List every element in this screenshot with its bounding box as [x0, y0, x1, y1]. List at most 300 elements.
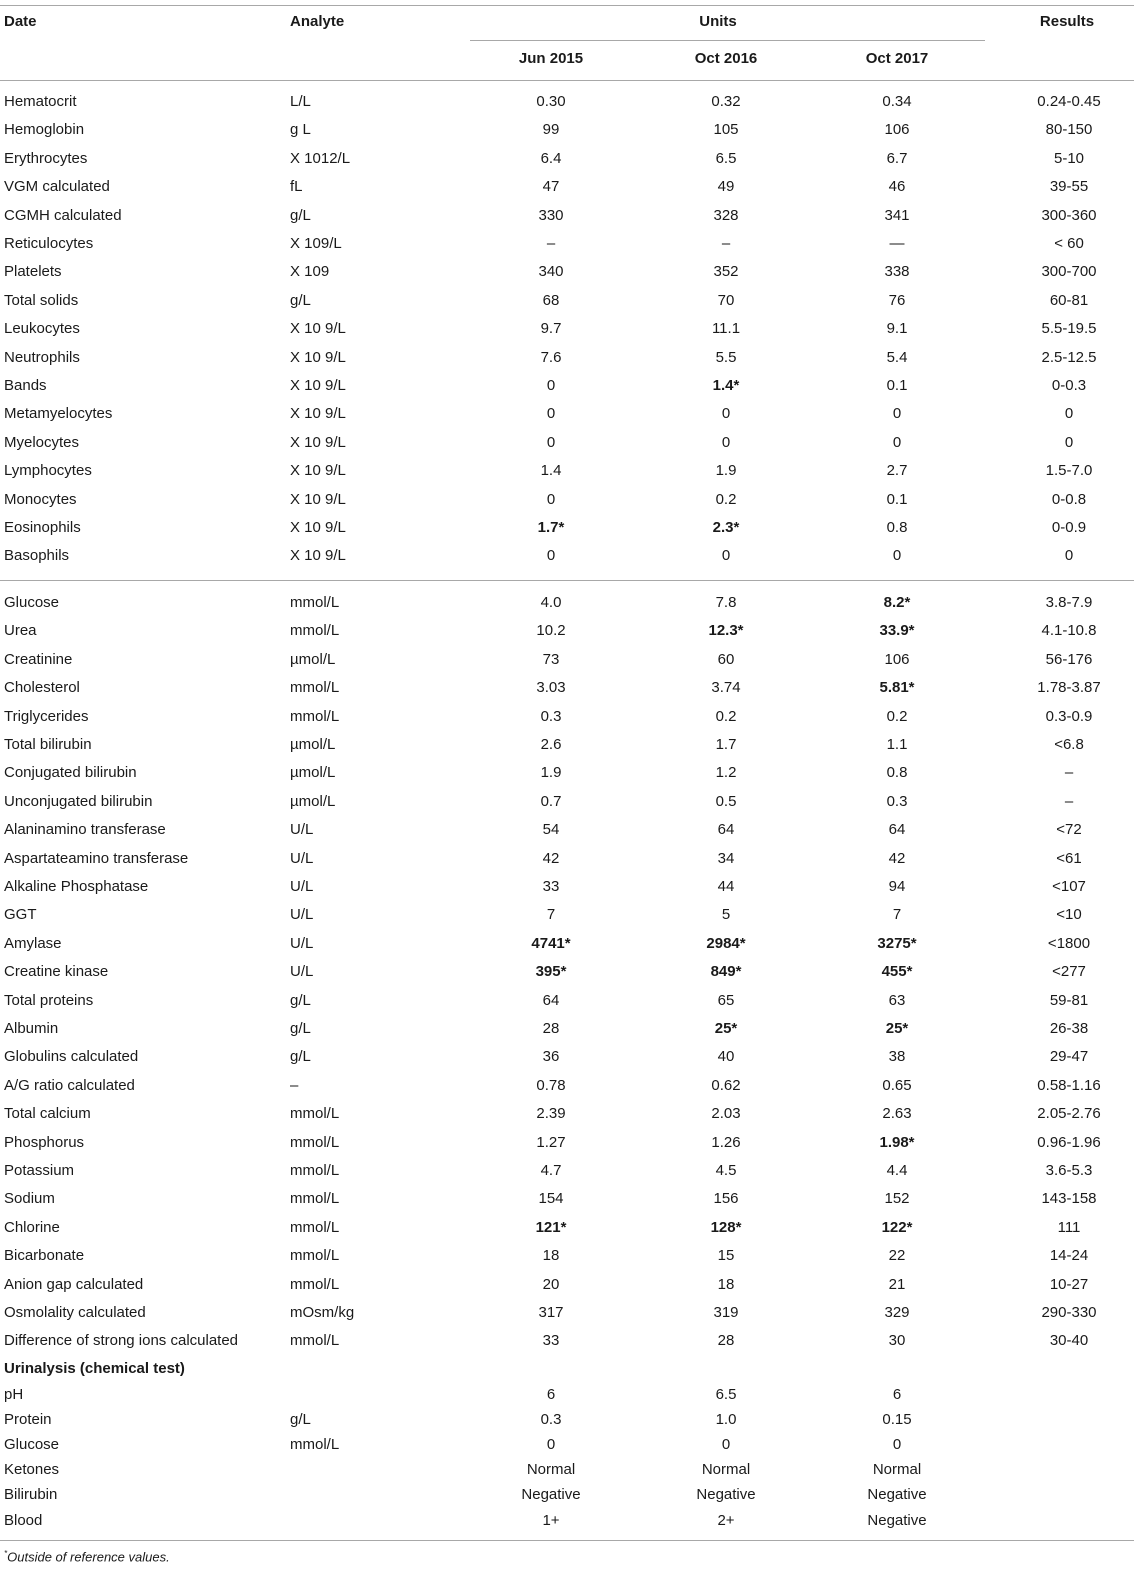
table-row: [0, 704, 1134, 730]
table-row: [0, 1101, 1134, 1127]
result-value: 3.74: [711, 679, 741, 697]
analyte-unit: X 10 9/L: [290, 547, 346, 565]
analyte-unit: U/L: [290, 878, 314, 895]
analyte-name: Eosinophils: [4, 519, 81, 536]
analyte-unit: X 10 9/L: [290, 377, 346, 394]
analyte-name: Total bilirubin: [4, 736, 92, 753]
analyte-name: Glucose: [4, 594, 60, 611]
analyte-unit: µmol/L: [290, 792, 336, 810]
result-value: 1.7: [715, 736, 737, 753]
reference-range: 300-700: [1041, 263, 1097, 281]
result-value: 7.6: [540, 348, 562, 366]
analyte-name: Bands: [4, 377, 47, 394]
result-value: 0.2: [886, 707, 908, 725]
result-value: 0.15: [882, 1411, 912, 1429]
reference-range: < 60: [1054, 235, 1084, 252]
analyte-name: Total solids: [4, 291, 79, 309]
analyte-name: Leukocytes: [4, 320, 80, 338]
result-value: 36: [542, 1048, 560, 1066]
result-value: 42: [542, 849, 560, 867]
reference-range: 80-150: [1045, 121, 1093, 139]
reference-range: 39-55: [1049, 178, 1089, 196]
analyte-name: Lymphocytes: [4, 462, 92, 480]
header-date-2: Oct 2016: [694, 50, 758, 67]
table-row: [0, 590, 1134, 616]
group-divider-rule: [0, 580, 1134, 581]
result-value: 0: [721, 433, 731, 451]
result-value: 54: [542, 821, 560, 839]
analyte-unit: U/L: [290, 849, 314, 867]
result-value: 2.39: [536, 1105, 566, 1123]
header-analyte: Analyte: [290, 13, 345, 30]
reference-range: 0-0.8: [1051, 490, 1087, 508]
table-row: [0, 231, 1134, 257]
analyte-unit: mmol/L: [290, 1133, 340, 1151]
result-value: Negative: [867, 1511, 927, 1529]
result-value: 338: [884, 263, 910, 281]
analyte-name: Basophils: [4, 547, 70, 565]
analyte-name: Reticulocytes: [4, 235, 94, 252]
result-value: 849*: [710, 963, 742, 981]
result-value: 60: [717, 650, 735, 668]
reference-range: 10-27: [1049, 1275, 1089, 1293]
table-row: [0, 146, 1134, 172]
table-row: [0, 89, 1134, 115]
table-row: [0, 117, 1134, 143]
footnote-text: Outside of reference values.: [7, 1549, 170, 1565]
result-value: 0: [546, 547, 556, 565]
result-value: 94: [888, 878, 906, 895]
reference-range: 0: [1064, 547, 1074, 565]
urinalysis-section-title: Urinalysis (chemical test): [4, 1360, 185, 1377]
reference-range: <1800: [1047, 934, 1091, 952]
result-value: 38: [888, 1048, 906, 1066]
result-value: 1.26: [711, 1133, 741, 1151]
result-value: 0.3: [886, 792, 908, 810]
analyte-name: Total calcium: [4, 1105, 91, 1123]
result-value: 0.34: [882, 93, 912, 110]
result-value: 22: [888, 1247, 906, 1265]
table-row: [0, 288, 1134, 314]
analyte-unit: mmol/L: [290, 1436, 340, 1454]
analyte-unit: U/L: [290, 934, 314, 952]
analyte-unit: mmol/L: [290, 1105, 340, 1123]
analyte-name: Albumin: [4, 1020, 59, 1037]
analyte-name: A/G ratio calculated: [4, 1076, 135, 1094]
result-value: 5.5: [715, 348, 737, 366]
table-row: [0, 874, 1134, 900]
analyte-unit: X 10 9/L: [290, 320, 346, 338]
result-value: 4.0: [540, 594, 562, 611]
result-value: 7: [546, 906, 556, 924]
analyte-unit: mmol/L: [290, 594, 340, 611]
table-row: [0, 345, 1134, 371]
result-value: 122*: [881, 1218, 913, 1236]
result-value: 3275*: [877, 934, 917, 952]
table-row: [0, 430, 1134, 456]
result-value: 4.7: [540, 1162, 562, 1179]
reference-range: –: [1064, 792, 1074, 810]
table-row: [0, 618, 1134, 644]
result-value: 0.1: [886, 490, 908, 508]
reference-range: 0.24-0.45: [1037, 93, 1101, 110]
result-value: 9.7: [540, 320, 562, 338]
analyte-unit: L/L: [290, 93, 311, 110]
analyte-unit: g/L: [290, 206, 311, 224]
analyte-unit: g/L: [290, 1020, 311, 1037]
result-value: 25*: [885, 1020, 909, 1037]
result-value: 70: [717, 291, 735, 309]
analyte-unit: X 1012/L: [290, 149, 351, 167]
result-value: 40: [717, 1048, 735, 1066]
result-value: 2+: [717, 1511, 735, 1529]
analyte-unit: mmol/L: [290, 622, 340, 640]
reference-range: 4.1-10.8: [1041, 622, 1097, 640]
analyte-unit: mmol/L: [290, 679, 340, 697]
analyte-unit: mmol/L: [290, 1218, 340, 1236]
reference-range: 0: [1064, 405, 1074, 423]
result-value: 6: [892, 1386, 902, 1403]
result-value: 0.7: [540, 792, 562, 810]
table-row: [0, 846, 1134, 872]
analyte-unit: mmol/L: [290, 707, 340, 725]
result-value: 0: [546, 433, 556, 451]
reference-range: 2.05-2.76: [1037, 1105, 1101, 1123]
result-value: 49: [717, 178, 735, 196]
table-row: [0, 401, 1134, 427]
result-value: 0.30: [536, 93, 566, 110]
analyte-name: Amylase: [4, 934, 62, 952]
result-value: 2.7: [886, 462, 908, 480]
result-value: 2.03: [711, 1105, 741, 1123]
analyte-unit: X 109/L: [290, 235, 342, 252]
reference-range: 5-10: [1053, 149, 1085, 167]
analyte-unit: X 10 9/L: [290, 348, 346, 366]
result-value: 0.32: [711, 93, 741, 110]
table-row: [0, 732, 1134, 758]
table-row: [0, 931, 1134, 957]
analyte-name: Myelocytes: [4, 433, 80, 451]
analyte-unit: mmol/L: [290, 1275, 340, 1293]
analyte-unit: mOsm/kg: [290, 1304, 355, 1321]
reference-range: <6.8: [1054, 736, 1084, 753]
result-value: 5.4: [886, 348, 908, 366]
reference-range: 29-47: [1049, 1048, 1089, 1066]
result-value: 6.4: [540, 149, 562, 167]
result-value: 128*: [710, 1218, 742, 1236]
result-value: 0.3: [540, 1411, 562, 1429]
table-row: [0, 1482, 1134, 1508]
result-value: 73: [542, 650, 560, 668]
result-value: Normal: [701, 1461, 751, 1479]
analyte-name: Creatine kinase: [4, 963, 109, 981]
analyte-name: Urea: [4, 622, 37, 640]
table-row: [0, 1432, 1134, 1458]
analyte-unit: µmol/L: [290, 650, 336, 668]
result-value: 1.7*: [537, 519, 565, 536]
result-value: 2984*: [706, 934, 746, 952]
analyte-unit: X 10 9/L: [290, 519, 346, 536]
table-top-rule: [0, 5, 1134, 6]
result-value: 34: [717, 849, 735, 867]
analyte-unit: g/L: [290, 991, 311, 1009]
table-row: [0, 959, 1134, 985]
analyte-name: Monocytes: [4, 490, 77, 508]
analyte-unit: X 10 9/L: [290, 405, 346, 423]
analyte-unit: µmol/L: [290, 764, 336, 782]
analyte-unit: X 10 9/L: [290, 490, 346, 508]
result-value: 5: [721, 906, 731, 924]
result-value: 28: [717, 1332, 735, 1350]
result-value: 5.81*: [879, 679, 915, 697]
reference-range: 0: [1064, 433, 1074, 451]
table-row: [0, 174, 1134, 200]
table-row: [0, 675, 1134, 701]
result-value: 0: [546, 405, 556, 423]
analyte-name: CGMH calculated: [4, 206, 122, 224]
result-value: 12.3*: [708, 622, 744, 640]
result-value: 18: [717, 1275, 735, 1293]
result-value: 64: [888, 821, 906, 839]
table-row: [0, 1016, 1134, 1042]
table-row: [0, 487, 1134, 513]
result-value: 330: [538, 206, 564, 224]
table-row: [0, 1073, 1134, 1099]
reference-range: 0.3-0.9: [1045, 707, 1093, 725]
analyte-name: pH: [4, 1386, 24, 1403]
result-value: Normal: [872, 1461, 922, 1479]
reference-range: 0-0.3: [1051, 377, 1087, 394]
analyte-name: Potassium: [4, 1162, 75, 1179]
reference-range: 14-24: [1049, 1247, 1089, 1265]
result-value: 68: [542, 291, 560, 309]
analyte-unit: fL: [290, 178, 303, 196]
result-value: 0.3: [540, 707, 562, 725]
result-value: 0: [721, 1436, 731, 1454]
result-value: 1.2: [715, 764, 737, 782]
analyte-name: Anion gap calculated: [4, 1275, 144, 1293]
result-value: Normal: [526, 1461, 576, 1479]
result-value: 1.9: [715, 462, 737, 480]
analyte-name: Difference of strong ions calculated: [4, 1332, 239, 1350]
result-value: 15: [717, 1247, 735, 1265]
reference-range: <61: [1056, 849, 1082, 867]
result-value: 6.5: [715, 1386, 737, 1403]
units-subheader-rule: [470, 40, 985, 41]
reference-range: 30-40: [1049, 1332, 1089, 1350]
table-row: [0, 988, 1134, 1014]
result-value: 64: [717, 821, 735, 839]
analyte-unit: X 10 9/L: [290, 462, 346, 480]
result-value: 8.2*: [883, 594, 911, 611]
result-value: 106: [884, 650, 910, 668]
table-row: [0, 647, 1134, 673]
analyte-unit: X 10 9/L: [290, 433, 346, 451]
analyte-name: Unconjugated bilirubin: [4, 792, 153, 810]
result-value: 106: [884, 121, 910, 139]
reference-range: 1.5-7.0: [1045, 462, 1093, 480]
result-value: 3.03: [536, 679, 566, 697]
reference-range: 3.6-5.3: [1045, 1162, 1093, 1179]
result-value: 0: [546, 1436, 556, 1454]
header-date-3: Oct 2017: [865, 50, 929, 67]
table-row: [0, 817, 1134, 843]
analyte-name: VGM calculated: [4, 178, 110, 196]
result-value: 63: [888, 991, 906, 1009]
analyte-unit: mmol/L: [290, 1332, 340, 1350]
result-value: 25*: [714, 1020, 738, 1037]
result-value: 1.9: [540, 764, 562, 782]
reference-range: 5.5-19.5: [1041, 320, 1097, 338]
reference-range: <72: [1056, 821, 1082, 839]
result-value: 9.1: [886, 320, 908, 338]
footnote: [4, 1549, 170, 1564]
analyte-name: Globulins calculated: [4, 1048, 139, 1066]
table-row: [0, 902, 1134, 928]
result-value: Negative: [696, 1486, 756, 1504]
analyte-name: Metamyelocytes: [4, 405, 113, 423]
analyte-unit: mmol/L: [290, 1190, 340, 1208]
result-value: 0: [892, 405, 902, 423]
result-value: 2.3*: [712, 519, 740, 536]
result-value: 395*: [535, 963, 567, 981]
table-row: [0, 1243, 1134, 1269]
table-row: [0, 1328, 1134, 1354]
result-value: 33: [542, 878, 560, 895]
result-value: 11.1: [711, 320, 741, 338]
reference-range: 290-330: [1041, 1304, 1097, 1321]
result-value: 10.2: [536, 622, 566, 640]
analyte-unit: U/L: [290, 906, 314, 924]
header-results: Results: [1039, 13, 1095, 30]
analyte-unit: g/L: [290, 291, 311, 309]
reference-range: 0.96-1.96: [1037, 1133, 1101, 1151]
table-bottom-rule: [0, 1540, 1134, 1541]
result-value: 1.1: [886, 736, 908, 753]
result-value: 319: [713, 1304, 739, 1321]
header-date-1: Jun 2015: [518, 50, 584, 67]
reference-range: 143-158: [1041, 1190, 1097, 1208]
analyte-name: GGT: [4, 906, 37, 924]
reference-range: –: [1064, 764, 1074, 782]
reference-range: 2.5-12.5: [1041, 348, 1097, 366]
result-value: 156: [713, 1190, 739, 1208]
footnote-marker: *: [4, 1549, 8, 1558]
result-value: 6.5: [715, 149, 737, 167]
analyte-name: Alaninamino transferase: [4, 821, 166, 839]
result-value: 6.7: [886, 149, 908, 167]
result-value: 99: [542, 121, 560, 139]
result-value: 1+: [542, 1511, 560, 1529]
result-value: 28: [542, 1020, 560, 1037]
result-value: 20: [542, 1275, 560, 1293]
analyte-unit: g L: [290, 121, 311, 139]
result-value: –: [721, 235, 731, 252]
header-date: Date: [4, 13, 37, 30]
table-row: [0, 1382, 1134, 1408]
result-value: 341: [884, 206, 910, 224]
analyte-unit: U/L: [290, 963, 314, 981]
result-value: 65: [717, 991, 735, 1009]
analyte-unit: mmol/L: [290, 1162, 340, 1179]
analyte-unit: U/L: [290, 821, 314, 839]
result-value: 0.65: [882, 1076, 912, 1094]
result-value: 4741*: [531, 934, 571, 952]
analyte-name: Creatinine: [4, 650, 73, 668]
reference-range: 0-0.9: [1051, 519, 1087, 536]
result-value: 0.2: [715, 490, 737, 508]
table-row: [0, 1158, 1134, 1184]
table-row: [0, 373, 1134, 399]
result-value: 46: [888, 178, 906, 196]
reference-range: <10: [1056, 906, 1082, 924]
table-row: [0, 316, 1134, 342]
analyte-name: Blood: [4, 1511, 43, 1529]
table-row: [0, 1130, 1134, 1156]
result-value: 152: [884, 1190, 910, 1208]
result-value: 0.78: [536, 1076, 566, 1094]
analyte-name: Triglycerides: [4, 707, 89, 725]
reference-range: <277: [1052, 963, 1086, 981]
analyte-name: Protein: [4, 1411, 52, 1429]
analyte-name: Conjugated bilirubin: [4, 764, 137, 782]
result-value: 47: [542, 178, 560, 196]
result-value: —: [889, 235, 905, 252]
analyte-name: Sodium: [4, 1190, 55, 1208]
table-row: [0, 1508, 1134, 1534]
result-value: 4.4: [886, 1162, 908, 1179]
result-value: 44: [717, 878, 735, 895]
table-row: [0, 543, 1134, 569]
table-row: [0, 1457, 1134, 1483]
analyte-name: Bicarbonate: [4, 1247, 85, 1265]
analyte-name: Neutrophils: [4, 348, 80, 366]
analyte-name: Hematocrit: [4, 93, 77, 110]
result-value: 2.63: [882, 1105, 912, 1123]
result-value: 1.98*: [879, 1133, 915, 1151]
result-value: 21: [888, 1275, 906, 1293]
analyte-name: Hemoglobin: [4, 121, 85, 139]
result-value: Negative: [867, 1486, 927, 1504]
table-row: [0, 1272, 1134, 1298]
result-value: Negative: [521, 1486, 581, 1504]
result-value: 317: [538, 1304, 564, 1321]
result-value: 64: [542, 991, 560, 1009]
analyte-unit: mmol/L: [290, 1247, 340, 1265]
result-value: 0.5: [715, 792, 737, 810]
analyte-name: Total proteins: [4, 991, 94, 1009]
analyte-name: Alkaline Phosphatase: [4, 878, 149, 895]
result-value: 352: [713, 263, 739, 281]
result-value: 0: [721, 547, 731, 565]
reference-range: 60-81: [1049, 291, 1089, 309]
result-value: 33.9*: [879, 622, 915, 640]
table-row: [0, 1215, 1134, 1241]
analyte-name: Ketones: [4, 1461, 60, 1479]
result-value: 455*: [881, 963, 913, 981]
result-value: 0.62: [711, 1076, 741, 1094]
result-value: 0: [546, 377, 556, 394]
analyte-unit: g/L: [290, 1048, 311, 1066]
result-value: 105: [713, 121, 739, 139]
result-value: 4.5: [715, 1162, 737, 1179]
table-row: [0, 1186, 1134, 1212]
table-row: [0, 760, 1134, 786]
result-value: –: [546, 235, 556, 252]
result-value: 0: [892, 1436, 902, 1454]
table-row: [0, 789, 1134, 815]
table-row: [0, 1407, 1134, 1433]
